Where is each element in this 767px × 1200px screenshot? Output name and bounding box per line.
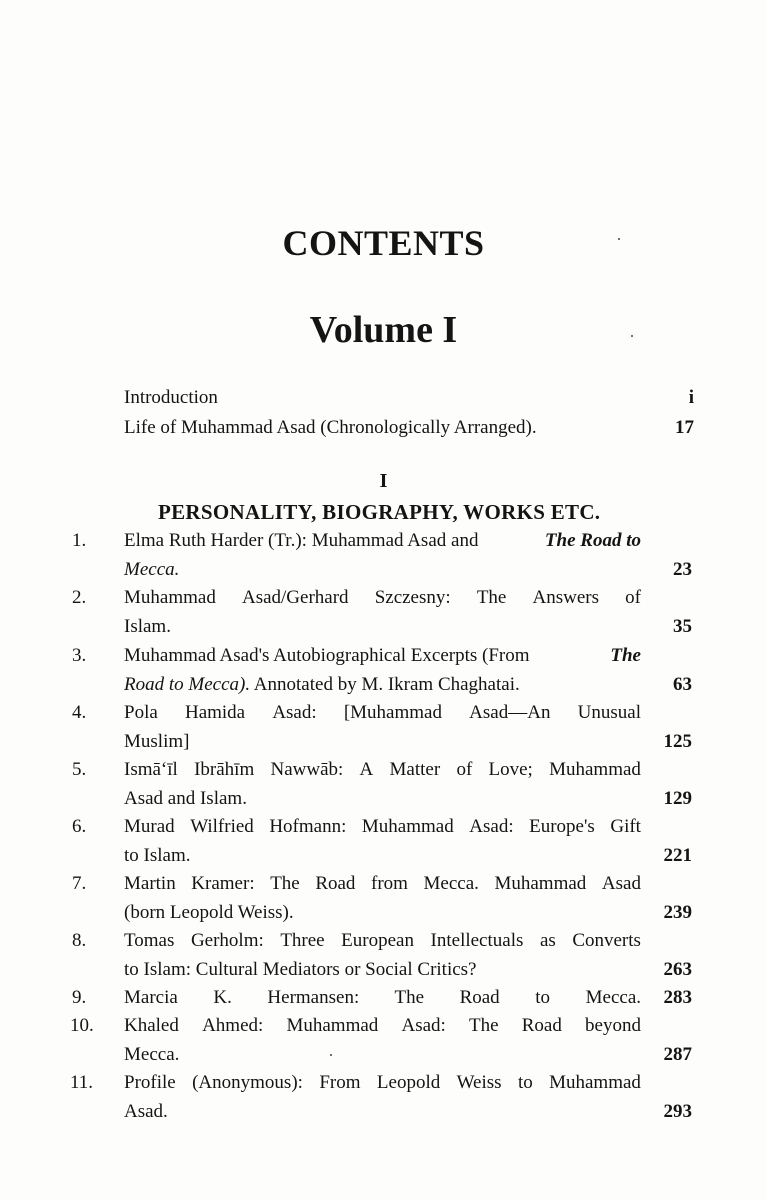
word: From (319, 1072, 361, 1093)
entry-page: 283 (663, 987, 692, 1008)
entry-line-1 (124, 1015, 641, 1037)
word: Muhammad (549, 1072, 641, 1093)
scan-speck (618, 238, 620, 240)
entry-page: 293 (663, 1101, 692, 1122)
word: Tomas (124, 930, 175, 951)
word: Martin (124, 873, 176, 894)
word: Ibrāhīm (194, 759, 255, 780)
toc-front-item-life (124, 417, 694, 439)
word: Asad: (469, 816, 514, 837)
entry-line-1 (124, 1072, 641, 1094)
toc-item-page: 17 (675, 417, 694, 438)
word: The (469, 1015, 499, 1036)
entry-line-2: to Islam. (124, 845, 191, 866)
entry-number: 1. (72, 530, 87, 551)
toc-item-page: i (688, 387, 694, 408)
word: beyond (585, 1015, 641, 1036)
entry-number: 10. (70, 1015, 94, 1036)
word: Profile (124, 1072, 176, 1093)
entry-line-2: Mecca. (124, 1044, 180, 1065)
entry-line-2: Asad. (124, 1101, 168, 1122)
entry-page: 23 (673, 559, 692, 580)
word: Leopold (376, 1072, 441, 1093)
entry-page: 221 (663, 845, 692, 866)
word: Hamida (184, 702, 246, 723)
word: from (371, 873, 408, 894)
word: Ismā‘īl (124, 759, 178, 780)
word: Asad: (272, 702, 317, 723)
entry-line-1: Marcia K. Hermansen: The Road to Mecca. (124, 987, 641, 1008)
entry-page: 129 (663, 788, 692, 809)
word: Ahmed: (202, 1015, 264, 1036)
word: Muhammad (286, 1015, 379, 1036)
word: European (341, 930, 414, 951)
word: Kramer: (191, 873, 255, 894)
word: Road (315, 873, 356, 894)
word: Road (521, 1015, 562, 1036)
word: Love; (488, 759, 533, 780)
entry-number: 8. (72, 930, 87, 951)
word: The (476, 587, 507, 608)
entry-page: 63 (673, 674, 692, 695)
entry-number: 6. (72, 816, 87, 837)
word: Khaled (124, 1015, 179, 1036)
entry-page: 287 (663, 1044, 692, 1065)
page-title: CONTENTS (282, 223, 485, 263)
word: Matter (389, 759, 441, 780)
entry-number: 4. (72, 702, 87, 723)
entry-line-2: Mecca. (124, 559, 180, 580)
word: Gerholm: (190, 930, 264, 951)
volume-title: Volume I (309, 309, 458, 351)
entry-number: 3. (72, 645, 87, 666)
word: Gift (610, 816, 641, 837)
entry-line-2: Road to Mecca). Annotated by M. Ikram Chaghatai. (124, 674, 520, 695)
word: Pola (124, 702, 158, 723)
toc-item-title: Life of Muhammad Asad (Chronologically Arranged). (124, 417, 537, 438)
word: [Muhammad (343, 702, 442, 723)
word: to (517, 1072, 533, 1093)
word: Intellectuals (430, 930, 524, 951)
word: Unusual (577, 702, 641, 723)
entry-line-2: to Islam: Cultural Mediators or Social Critics? (124, 959, 477, 980)
entry-line-2: Asad and Islam. (124, 788, 247, 809)
section-title: PERSONALITY, BIOGRAPHY, WORKS ETC. (158, 500, 601, 524)
entry-line-2: Islam. (124, 616, 171, 637)
entry-number: 9. (72, 987, 87, 1008)
entry-number: 7. (72, 873, 87, 894)
word: Europe's (529, 816, 595, 837)
word: Three (280, 930, 325, 951)
entry-page: 263 (663, 959, 692, 980)
word: (Anonymous): (192, 1072, 303, 1093)
entry-line-1: Elma Ruth Harder (Tr.): Muhammad Asad and The Road to (124, 530, 641, 551)
entry-line-1 (124, 930, 641, 952)
entry-line-1 (124, 702, 641, 724)
scan-speck (330, 1054, 332, 1056)
word: Asad (601, 873, 641, 894)
entry-line-1: Muhammad Asad's Autobiographical Excerpts (From The (124, 645, 641, 666)
entry-number: 2. (72, 587, 87, 608)
word: Nawwāb: (270, 759, 344, 780)
word: Murad (124, 816, 175, 837)
word: Asad: (401, 1015, 446, 1036)
word: Muhammad (549, 759, 641, 780)
toc-front-item-introduction (124, 387, 694, 409)
word: Muhammad (124, 587, 216, 608)
word: as (539, 930, 556, 951)
entry-line-2: (born Leopold Weiss). (124, 902, 294, 923)
word: Weiss (456, 1072, 502, 1093)
word: Wilfried (190, 816, 254, 837)
entry-number: 5. (72, 759, 87, 780)
entry-line-1 (124, 587, 641, 609)
word: Converts (572, 930, 641, 951)
word: Answers (532, 587, 599, 608)
entry-line-1 (124, 759, 641, 781)
word: Asad/Gerhard (241, 587, 349, 608)
entry-line-2: Muslim] (124, 731, 190, 752)
word: Asad—An (469, 702, 551, 723)
word: Szczesny: (374, 587, 451, 608)
word: of (625, 587, 641, 608)
section-number: I (379, 470, 388, 492)
word: A (359, 759, 374, 780)
word: The (270, 873, 300, 894)
word: Muhammad (494, 873, 587, 894)
entry-page: 125 (663, 731, 692, 752)
word: Mecca. (423, 873, 479, 894)
word: Muhammad (361, 816, 454, 837)
scan-speck (631, 335, 633, 337)
word: Hofmann: (269, 816, 347, 837)
toc-item-title: Introduction (124, 387, 218, 408)
entry-page: 35 (673, 616, 692, 637)
entry-number: 11. (70, 1072, 94, 1093)
entry-line-1 (124, 816, 641, 838)
entry-line-1 (124, 873, 641, 895)
entry-page: 239 (663, 902, 692, 923)
word: of (456, 759, 473, 780)
